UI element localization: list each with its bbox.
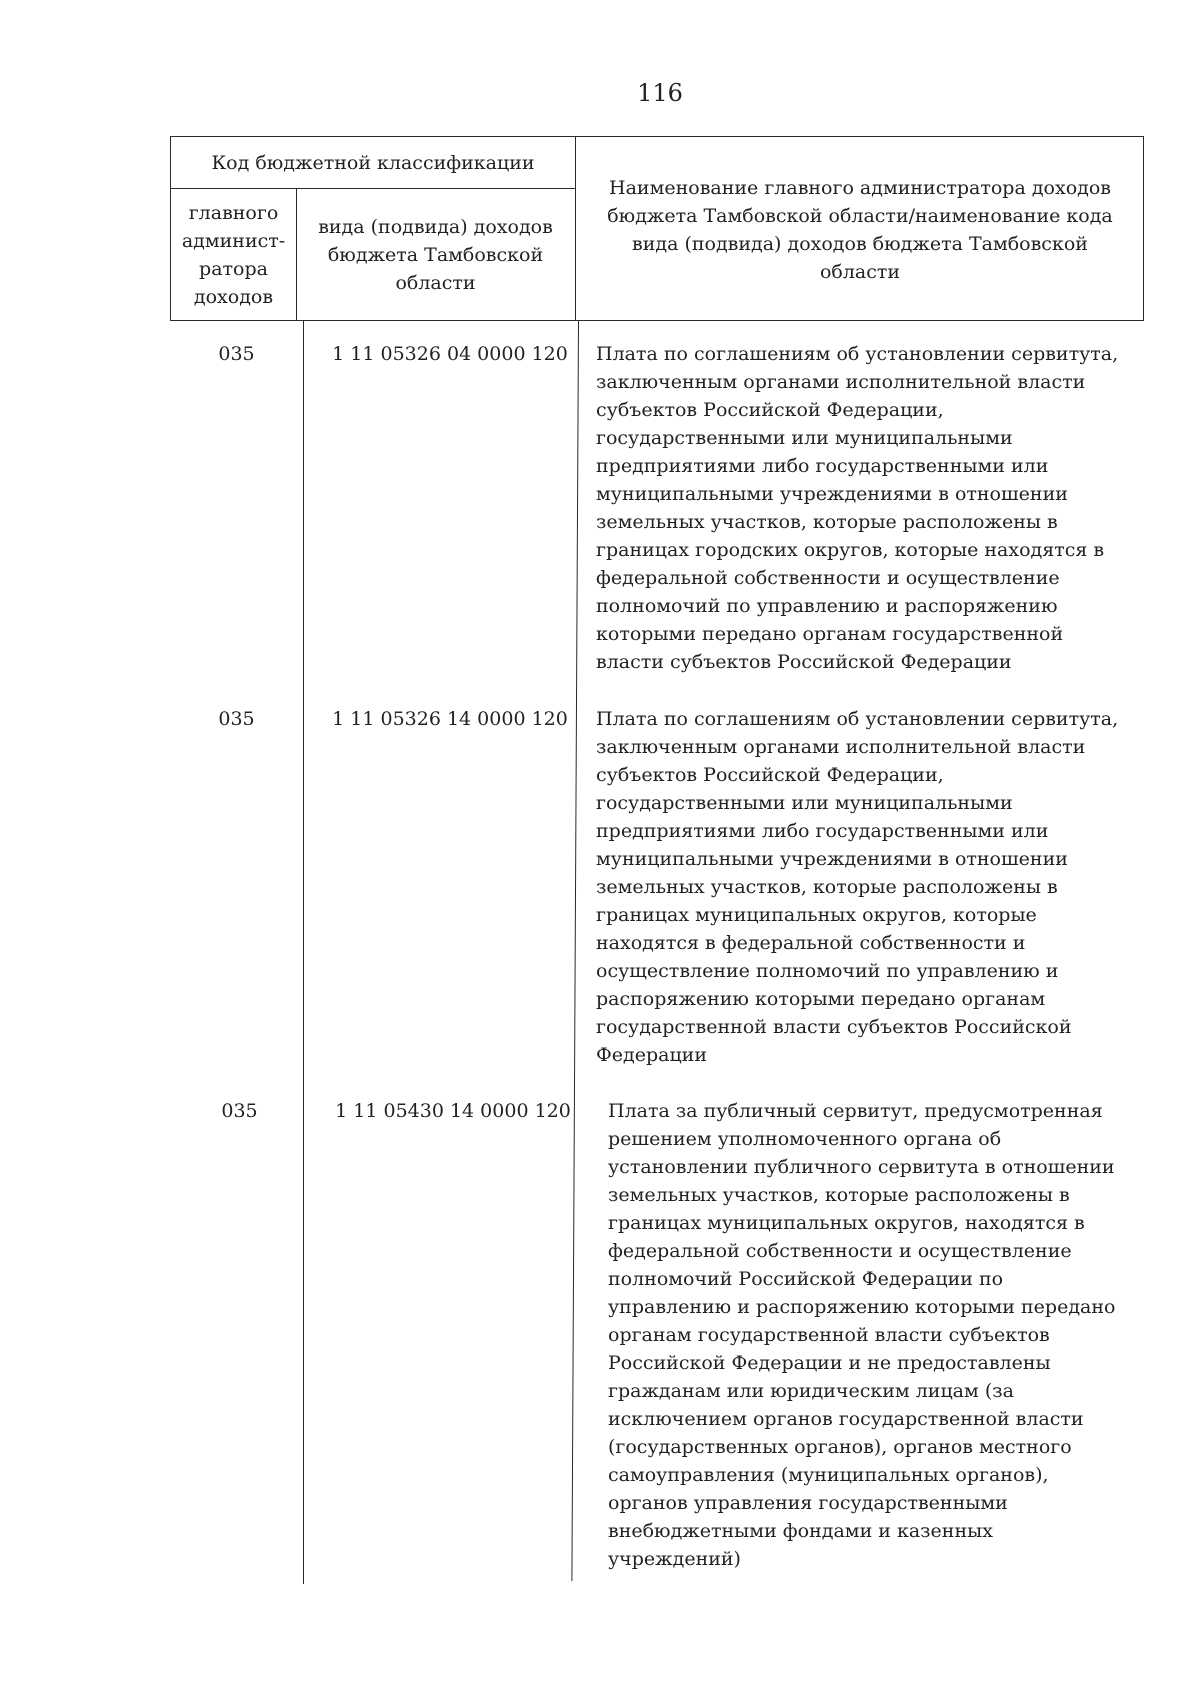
column-divider-2 [571,321,579,1581]
description-line: границах городских округов, которые находятся в [596,539,1105,561]
header-col-type-line: бюджета Тамбовской [327,244,544,266]
header-col-name-line: бюджета Тамбовской области/наименование кода [607,204,1113,227]
description-line: границах муниципальных округов, которые [596,904,1037,926]
description-line: заключенным органами исполнительной власти [596,371,1086,393]
description-line: федеральной собственности и осуществление [608,1240,1072,1262]
description-line: полномочий по управлению и распоряжению [596,595,1058,617]
description-line: учреждений) [608,1548,741,1570]
description-line: субъектов Российской Федерации, [596,764,944,786]
description-line: находятся в федеральной собственности и [596,932,1026,954]
table-header [170,136,1144,321]
row-description [596,705,1136,1069]
admin-code: 035 [221,1100,258,1122]
description-line: самоуправления (муниципальных органов), [608,1464,1049,1486]
type-code: 1 11 05430 14 0000 120 [335,1100,571,1122]
description-line: органов управления государственными [608,1492,1008,1514]
header-col-type-line: области [395,272,476,294]
description-line: Плата по соглашениям об установлении сервитута, [596,343,1119,365]
header-col-admin-line: главного [188,202,279,224]
description-line: внебюджетными фондами и казенных [608,1520,993,1542]
description-line: федеральной собственности и осуществление [596,567,1060,589]
description-line: которыми передано органам государственной [596,623,1064,645]
admin-code: 035 [218,708,255,730]
description-line: исключением органов государственной власти [608,1408,1084,1430]
type-code: 1 11 05326 14 0000 120 [332,708,568,730]
row-description [596,340,1136,676]
description-line: гражданам или юридическим лицам (за [608,1380,1014,1402]
header-col-name-line: области [819,260,901,283]
description-line: государственными или муниципальными [596,427,1013,449]
description-line: решением уполномоченного органа об [608,1128,1002,1150]
description-line: Плата за публичный сервитут, предусмотренная [608,1100,1103,1122]
description-line: Плата по соглашениям об установлении сервитута, [596,708,1119,730]
description-line: предприятиями либо государственными или [596,455,1049,477]
description-line: органам государственной власти субъектов [608,1324,1050,1346]
page-number: 116 [637,79,683,107]
description-line: муниципальными учреждениями в отношении [596,483,1068,505]
type-code: 1 11 05326 04 0000 120 [332,343,568,365]
description-line: власти субъектов Российской Федерации [596,651,1012,673]
description-line: земельных участков, которые расположены в [596,511,1058,533]
header-col-admin-line: админист- [181,230,286,252]
header-col-admin [171,188,296,322]
header-col-admin-line: ратора [199,258,268,280]
description-line: предприятиями либо государственными или [596,820,1049,842]
description-line: субъектов Российской Федерации, [596,399,944,421]
description-line: заключенным органами исполнительной власти [596,736,1086,758]
description-line: распоряжению которыми передано органам [596,988,1046,1010]
description-line: земельных участков, которые расположены в [596,876,1058,898]
description-line: государственными или муниципальными [596,792,1013,814]
description-line: границах муниципальных округов, находятся в [608,1212,1085,1234]
description-line: (государственных органов), органов местного [608,1436,1072,1458]
column-divider-1 [303,321,304,1584]
description-line: полномочий Российской Федерации по [608,1268,1004,1290]
description-line: установлении публичного сервитута в отношении [608,1156,1115,1178]
admin-code: 035 [218,343,255,365]
header-col-type-line: вида (подвида) доходов [318,216,553,238]
header-col-name-line: вида (подвида) доходов бюджета Тамбовской [632,232,1088,255]
header-group-title: Код бюджетной классификации [211,151,535,174]
header-col-type [296,188,575,322]
description-line: осуществление полномочий по управлению и [596,960,1059,982]
header-col-name-line: Наименование главного администратора доходов [609,176,1111,199]
description-line: Федерации [596,1044,707,1066]
description-line: муниципальными учреждениями в отношении [596,848,1068,870]
description-line: Российской Федерации и не предоставлены [608,1352,1051,1374]
header-col-name [575,137,1145,322]
description-line: земельных участков, которые расположены в [608,1184,1070,1206]
description-line: управлению и распоряжению которыми передано [608,1296,1116,1318]
description-line: государственной власти субъектов Российской [596,1016,1072,1038]
row-description [608,1097,1148,1573]
header-col-admin-line: доходов [193,286,274,308]
